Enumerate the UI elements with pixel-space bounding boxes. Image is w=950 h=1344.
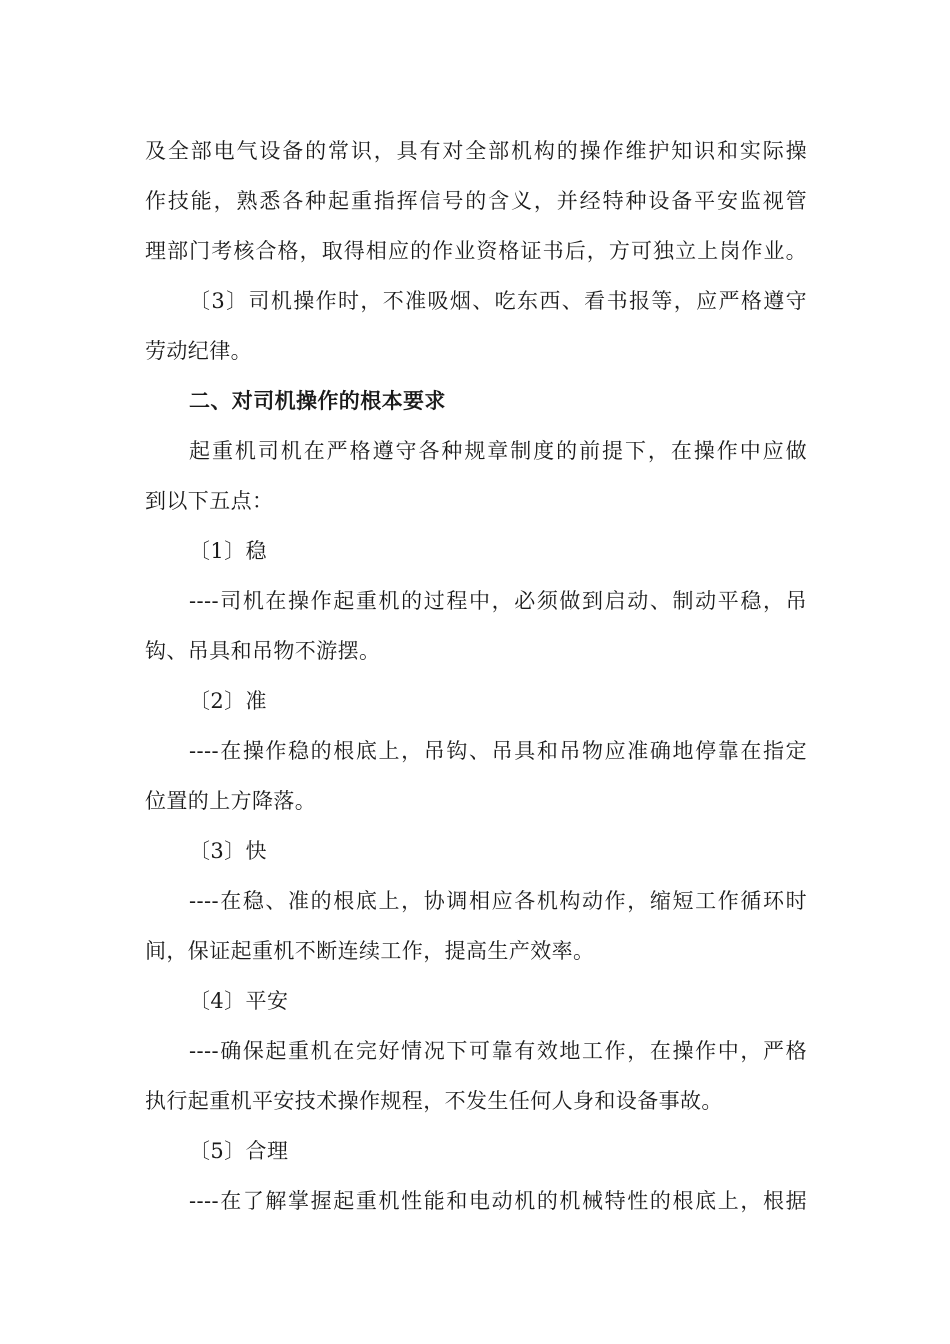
list-item-3-line: 〔3〕司机操作时，不准吸烟、吃东西、看书报等，应严格遵守 xyxy=(189,289,807,313)
paragraph-line: 起重机司机在严格遵守各种规章制度的前提下，在操作中应做 xyxy=(189,439,807,463)
paragraph-line: 及全部电气设备的常识，具有对全部机构的操作维护知识和实际操 xyxy=(145,139,807,163)
paragraph-line: 钩、吊具和吊物不游摆。 xyxy=(145,639,381,663)
paragraph-line: 作技能，熟悉各种起重指挥信号的含义，并经特种设备平安监视管 xyxy=(145,189,807,213)
paragraph-line: 位置的上方降落。 xyxy=(145,789,317,813)
item-heading-safe: 〔4〕平安 xyxy=(189,989,289,1013)
paragraph-line: ----在操作稳的根底上，吊钩、吊具和吊物应准确地停靠在指定 xyxy=(189,739,807,763)
item-heading-stable: 〔1〕稳 xyxy=(189,539,267,563)
paragraph-line: 到以下五点： xyxy=(145,489,274,513)
paragraph-line: 理部门考核合格，取得相应的作业资格证书后，方可独立上岗作业。 xyxy=(145,239,807,263)
item-heading-reasonable: 〔5〕合理 xyxy=(189,1139,289,1163)
paragraph-line: 劳动纪律。 xyxy=(145,339,252,363)
paragraph-line: ----司机在操作起重机的过程中，必须做到启动、制动平稳，吊 xyxy=(189,589,807,613)
paragraph-line: ----在稳、准的根底上，协调相应各机构动作，缩短工作循环时 xyxy=(189,889,807,913)
item-heading-fast: 〔3〕快 xyxy=(189,839,267,863)
paragraph-line: ----确保起重机在完好情况下可靠有效地工作，在操作中，严格 xyxy=(189,1039,807,1063)
paragraph-line: ----在了解掌握起重机性能和电动机的机械特性的根底上，根据 xyxy=(189,1189,807,1213)
paragraph-line: 间，保证起重机不断连续工作，提高生产效率。 xyxy=(145,939,595,963)
document-body xyxy=(145,126,807,1226)
item-heading-accurate: 〔2〕准 xyxy=(189,689,267,713)
paragraph-line: 执行起重机平安技术操作规程，不发生任何人身和设备事故。 xyxy=(145,1089,723,1113)
section-heading: 二、对司机操作的根本要求 xyxy=(189,388,446,413)
